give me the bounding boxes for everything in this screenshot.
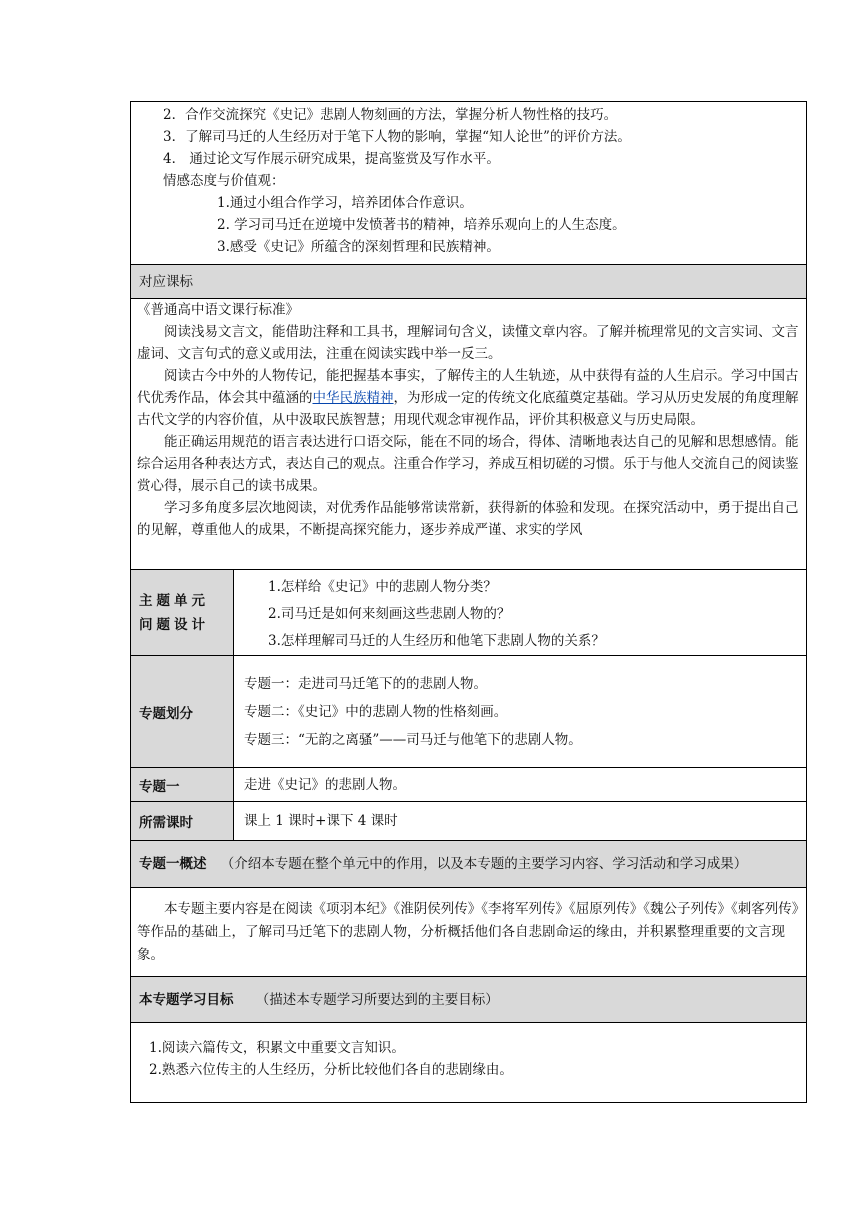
topic1-row: [131, 768, 807, 802]
unit-question-3: 3.怎样理解司马迁的人生经历和他笔下悲剧人物的关系？: [268, 633, 605, 649]
overview-header-row: [131, 841, 807, 888]
unit-question-1: 1.怎样给《史记》中的悲剧人物分类？: [268, 579, 497, 595]
overview-row: [131, 888, 807, 977]
goals-label: 本专题学习目标: [139, 991, 234, 1008]
goals-row: [131, 1023, 807, 1103]
standards-source: 《普通高中语文课行标准》: [137, 302, 299, 318]
topic1-label: 专题一: [139, 778, 180, 795]
hours-label: 所需课时: [139, 815, 193, 831]
overview-note: （介绍本专题在整个单元中的作用，以及本专题的主要学习内容、学习活动和学习成果）: [220, 856, 748, 872]
topic-item-3: 专题三：“无韵之离骚”——司马迁与他笔下的悲剧人物。: [244, 731, 582, 748]
unit-question-2: 2.司马迁是如何来刻画这些悲剧人物的？: [268, 606, 511, 622]
hours-value: 课上 1 课时+课下 4 课时: [234, 802, 807, 841]
standards-header: 对应课标: [131, 265, 807, 299]
topic1-value: 走进《史记》的悲剧人物。: [234, 768, 807, 802]
emotion-heading: 情感态度与价值观：: [163, 173, 285, 189]
objective-item-3: 3．了解司马迁的人生经历对于笔下人物的影响，掌握“知人论世”的评价方法。: [163, 129, 631, 145]
link-chinese-national-spirit[interactable]: 中华民族精神: [312, 390, 394, 406]
lesson-plan-table: [130, 101, 807, 1103]
hours-row: [131, 802, 807, 841]
goal-item-2: 2.熟悉六位传主的人生经历，分析比较他们各自的悲剧缘由。: [149, 1062, 513, 1078]
standards-row: [131, 299, 807, 570]
standards-para-3: 能正确运用规范的语言表达进行口语交际，能在不同的场合，得体、清晰地表达自己的见解和思想感情。能综合运用各种表达方式，表达自己的观点。注重合作学习，养成互相切磋的习惯。乐于与他人交流自己的阅读鉴赏心得，展示自己的读书成果。: [137, 434, 799, 494]
topics-label: 专题划分: [139, 705, 193, 722]
topic-item-2: 专题二：《史记》中的悲剧人物的性格刻画。: [244, 703, 508, 720]
goals-note: （描述本专题学习所要达到的主要目标）: [255, 991, 499, 1008]
objectives-row: [131, 102, 807, 265]
lesson-plan-page: [130, 101, 806, 1103]
emotion-item-1: 1.通过小组合作学习，培养团体合作意识。: [217, 195, 473, 211]
standards-para-4: 学习多角度多层次地阅读，对优秀作品能够常读常新，获得新的体验和发现。在探究活动中，勇于提出自己的见解，尊重他人的成果，不断提高探究能力，逐步养成严谨、求实的学风: [137, 500, 799, 538]
standards-header-row: [131, 265, 807, 299]
standards-para-2-text-end: ，为形成一定的传统文化底蕴奠定基础。学习从历史发展的角度理解古代文学的内容价值，从中汲取民族智慧；用现代观念审视作品，评价其积极意义与历史局限。: [137, 390, 799, 428]
standards-para-1: 阅读浅易文言文，能借助注释和工具书，理解词句含义，读懂文章内容。了解并梳理常见的文言实词、文言虚词、文言句式的意义或用法，注重在阅读实践中举一反三。: [137, 324, 799, 362]
standards-para-2-text: 阅读古今中外的人物传记，能把握基本事实，了解传主的人生轨迹，从中获得有益的人生启示。学习中国古代优秀作品，体会其中蕴涵的: [137, 368, 799, 406]
unit-questions-label: 主题单元问题设计: [139, 592, 209, 633]
goals-header-row: [131, 977, 807, 1023]
overview-label: 专题一概述: [139, 856, 207, 872]
objective-item-2: 2．合作交流探究《史记》悲剧人物刻画的方法，掌握分析人物性格的技巧。: [163, 107, 618, 123]
objective-item-4: 4． 通过论文写作展示研究成果，提高鉴赏及写作水平。: [163, 151, 500, 167]
goal-item-1: 1.阅读六篇传文，积累文中重要文言知识。: [149, 1040, 405, 1056]
standards-para-2: [137, 365, 800, 431]
emotion-item-2: 2. 学习司马迁在逆境中发愤著书的精神，培养乐观向上的人生态度。: [217, 217, 626, 233]
unit-questions-row: [131, 570, 807, 656]
emotion-item-3: 3.感受《史记》所蕴含的深刻哲理和民族精神。: [217, 239, 500, 255]
topics-row: [131, 656, 807, 768]
overview-text: 本专题主要内容是在阅读《项羽本纪》《淮阴侯列传》《李将军列传》《屈原列传》《魏公子列传》《刺客列传》等作品的基础上，了解司马迁笔下的悲剧人物，分析概括他们各自悲剧命运的缘由，并积累整理重要的文言现象。: [137, 900, 799, 963]
topic-item-1: 专题一：走进司马迁笔下的的悲剧人物。: [244, 675, 487, 692]
